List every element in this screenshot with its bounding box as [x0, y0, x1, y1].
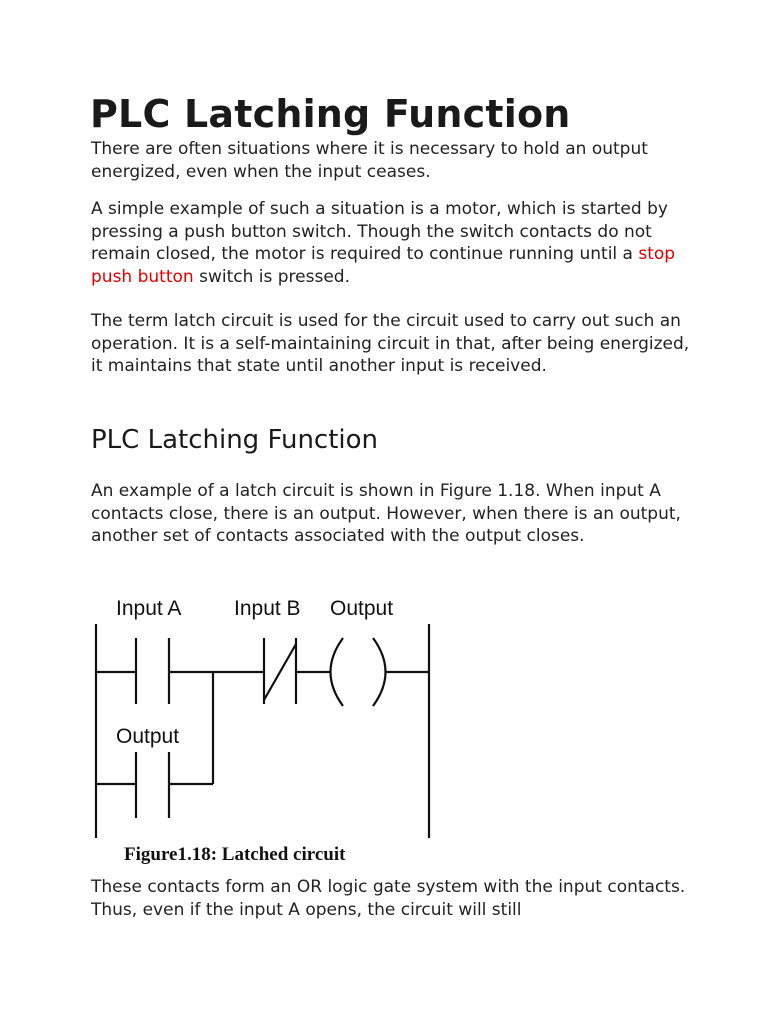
motor-example-text: A simple example of such a situation is a motor, which is started by pressing a push button switch. Though the switch contacts do not remain closed, the motor is required to continue running until a	[91, 199, 668, 264]
section-heading: PLC Latching Function	[91, 425, 379, 455]
input-b-contact-slash	[264, 644, 296, 700]
page-title: PLC Latching Function	[90, 92, 571, 136]
input-b-label: Input B	[234, 597, 301, 620]
motor-example-paragraph	[91, 198, 691, 288]
or-logic-paragraph: These contacts form an OR logic gate system with the input contacts. Thus, even if the input A opens, the circuit will still	[91, 877, 686, 920]
output-coil-label: Output	[330, 597, 394, 620]
intro-paragraph: There are often situations where it is necessary to hold an output energized, even when the input ceases.	[91, 139, 648, 182]
motor-example-text-end: switch is pressed.	[193, 266, 350, 287]
stop-push-button-link[interactable]: stop push button	[91, 244, 676, 287]
latch-example-paragraph: An example of a latch circuit is shown in Figure 1.18. When input A contacts close, there is an output. However, when there is an output, another set of contacts associated with the output closes.	[91, 481, 681, 546]
input-a-label: Input A	[116, 597, 182, 620]
output-contact-label: Output	[116, 725, 180, 748]
latch-definition-paragraph: The term latch circuit is used for the circuit used to carry out such an operation. It is a self-maintaining circuit in that, after being energized, it maintains that state until another input is received.	[91, 311, 690, 376]
figure-caption: Figure1.18: Latched circuit	[124, 844, 346, 865]
output-coil-left-arc	[331, 638, 344, 706]
latched-circuit-figure	[86, 588, 446, 870]
output-coil-right-arc	[373, 638, 386, 706]
